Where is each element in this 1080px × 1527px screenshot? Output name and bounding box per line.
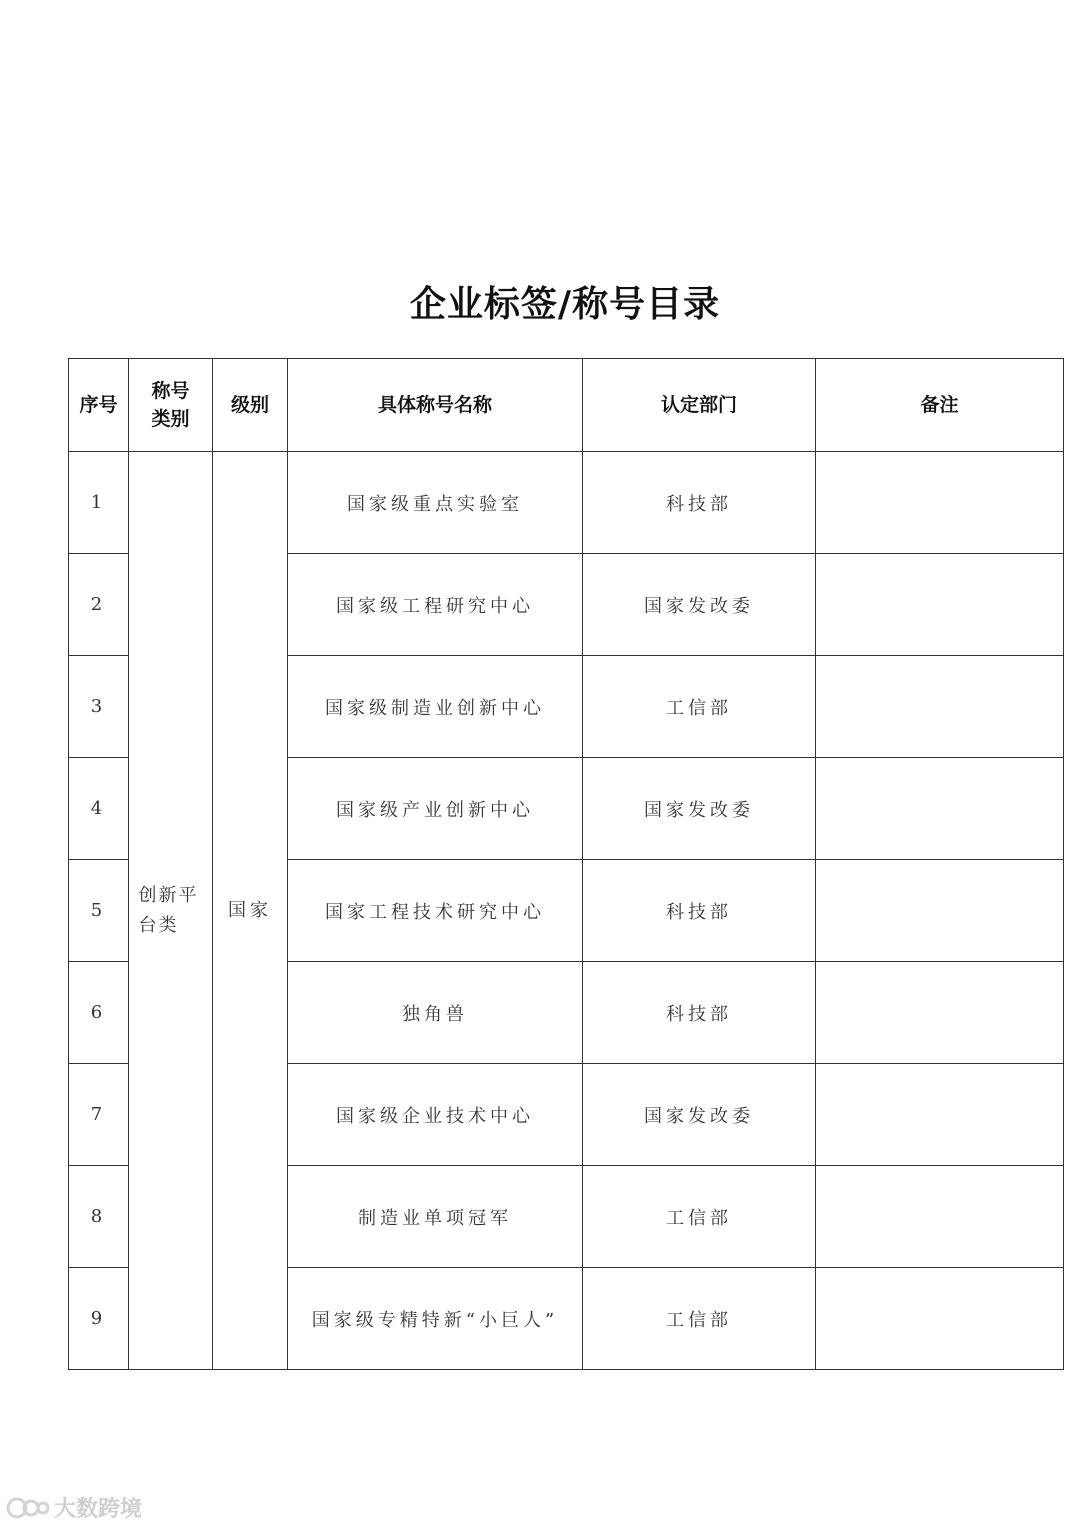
row-dept: 国家发改委: [583, 758, 816, 860]
category-cell: 创新平台类: [129, 452, 213, 1370]
row-seq: 7: [69, 1064, 129, 1166]
table-row: [69, 452, 1064, 554]
row-name: 国家级工程研究中心: [288, 554, 583, 656]
row-remark: [816, 656, 1064, 758]
row-name: 国家级制造业创新中心: [288, 656, 583, 758]
row-name: 国家级专精特新“小巨人”: [288, 1268, 583, 1370]
row-remark: [816, 1268, 1064, 1370]
logo-icon: [6, 1495, 50, 1521]
row-dept: 科技部: [583, 860, 816, 962]
header-remark: 备注: [816, 359, 1064, 452]
row-dept: 工信部: [583, 1268, 816, 1370]
watermark: [6, 1492, 142, 1523]
row-name: 独角兽: [288, 962, 583, 1064]
row-dept: 国家发改委: [583, 554, 816, 656]
row-dept: 科技部: [583, 452, 816, 554]
row-dept: 工信部: [583, 1166, 816, 1268]
header-dept: 认定部门: [583, 359, 816, 452]
row-remark: [816, 962, 1064, 1064]
row-remark: [816, 452, 1064, 554]
table-header-row: [69, 359, 1064, 452]
title-catalog-table: [68, 358, 1064, 1370]
row-seq: 4: [69, 758, 129, 860]
header-name: 具体称号名称: [288, 359, 583, 452]
row-remark: [816, 554, 1064, 656]
row-name: 制造业单项冠军: [288, 1166, 583, 1268]
header-level: 级别: [213, 359, 288, 452]
row-seq: 8: [69, 1166, 129, 1268]
page-title: 企业标签/称号目录: [409, 284, 721, 325]
header-seq: 序号: [69, 359, 129, 452]
row-name: 国家工程技术研究中心: [288, 860, 583, 962]
row-seq: 6: [69, 962, 129, 1064]
level-cell: 国家: [213, 452, 288, 1370]
header-category: 称号类别: [129, 359, 213, 452]
row-seq: 1: [69, 452, 129, 554]
row-seq: 3: [69, 656, 129, 758]
row-remark: [816, 758, 1064, 860]
row-seq: 5: [69, 860, 129, 962]
row-seq: 2: [69, 554, 129, 656]
row-seq: 9: [69, 1268, 129, 1370]
row-remark: [816, 1064, 1064, 1166]
row-dept: 国家发改委: [583, 1064, 816, 1166]
row-name: 国家级产业创新中心: [288, 758, 583, 860]
row-name: 国家级企业技术中心: [288, 1064, 583, 1166]
row-name: 国家级重点实验室: [288, 452, 583, 554]
watermark-text: 大数跨境: [54, 1497, 143, 1522]
row-remark: [816, 860, 1064, 962]
row-dept: 科技部: [583, 962, 816, 1064]
row-dept: 工信部: [583, 656, 816, 758]
row-remark: [816, 1166, 1064, 1268]
